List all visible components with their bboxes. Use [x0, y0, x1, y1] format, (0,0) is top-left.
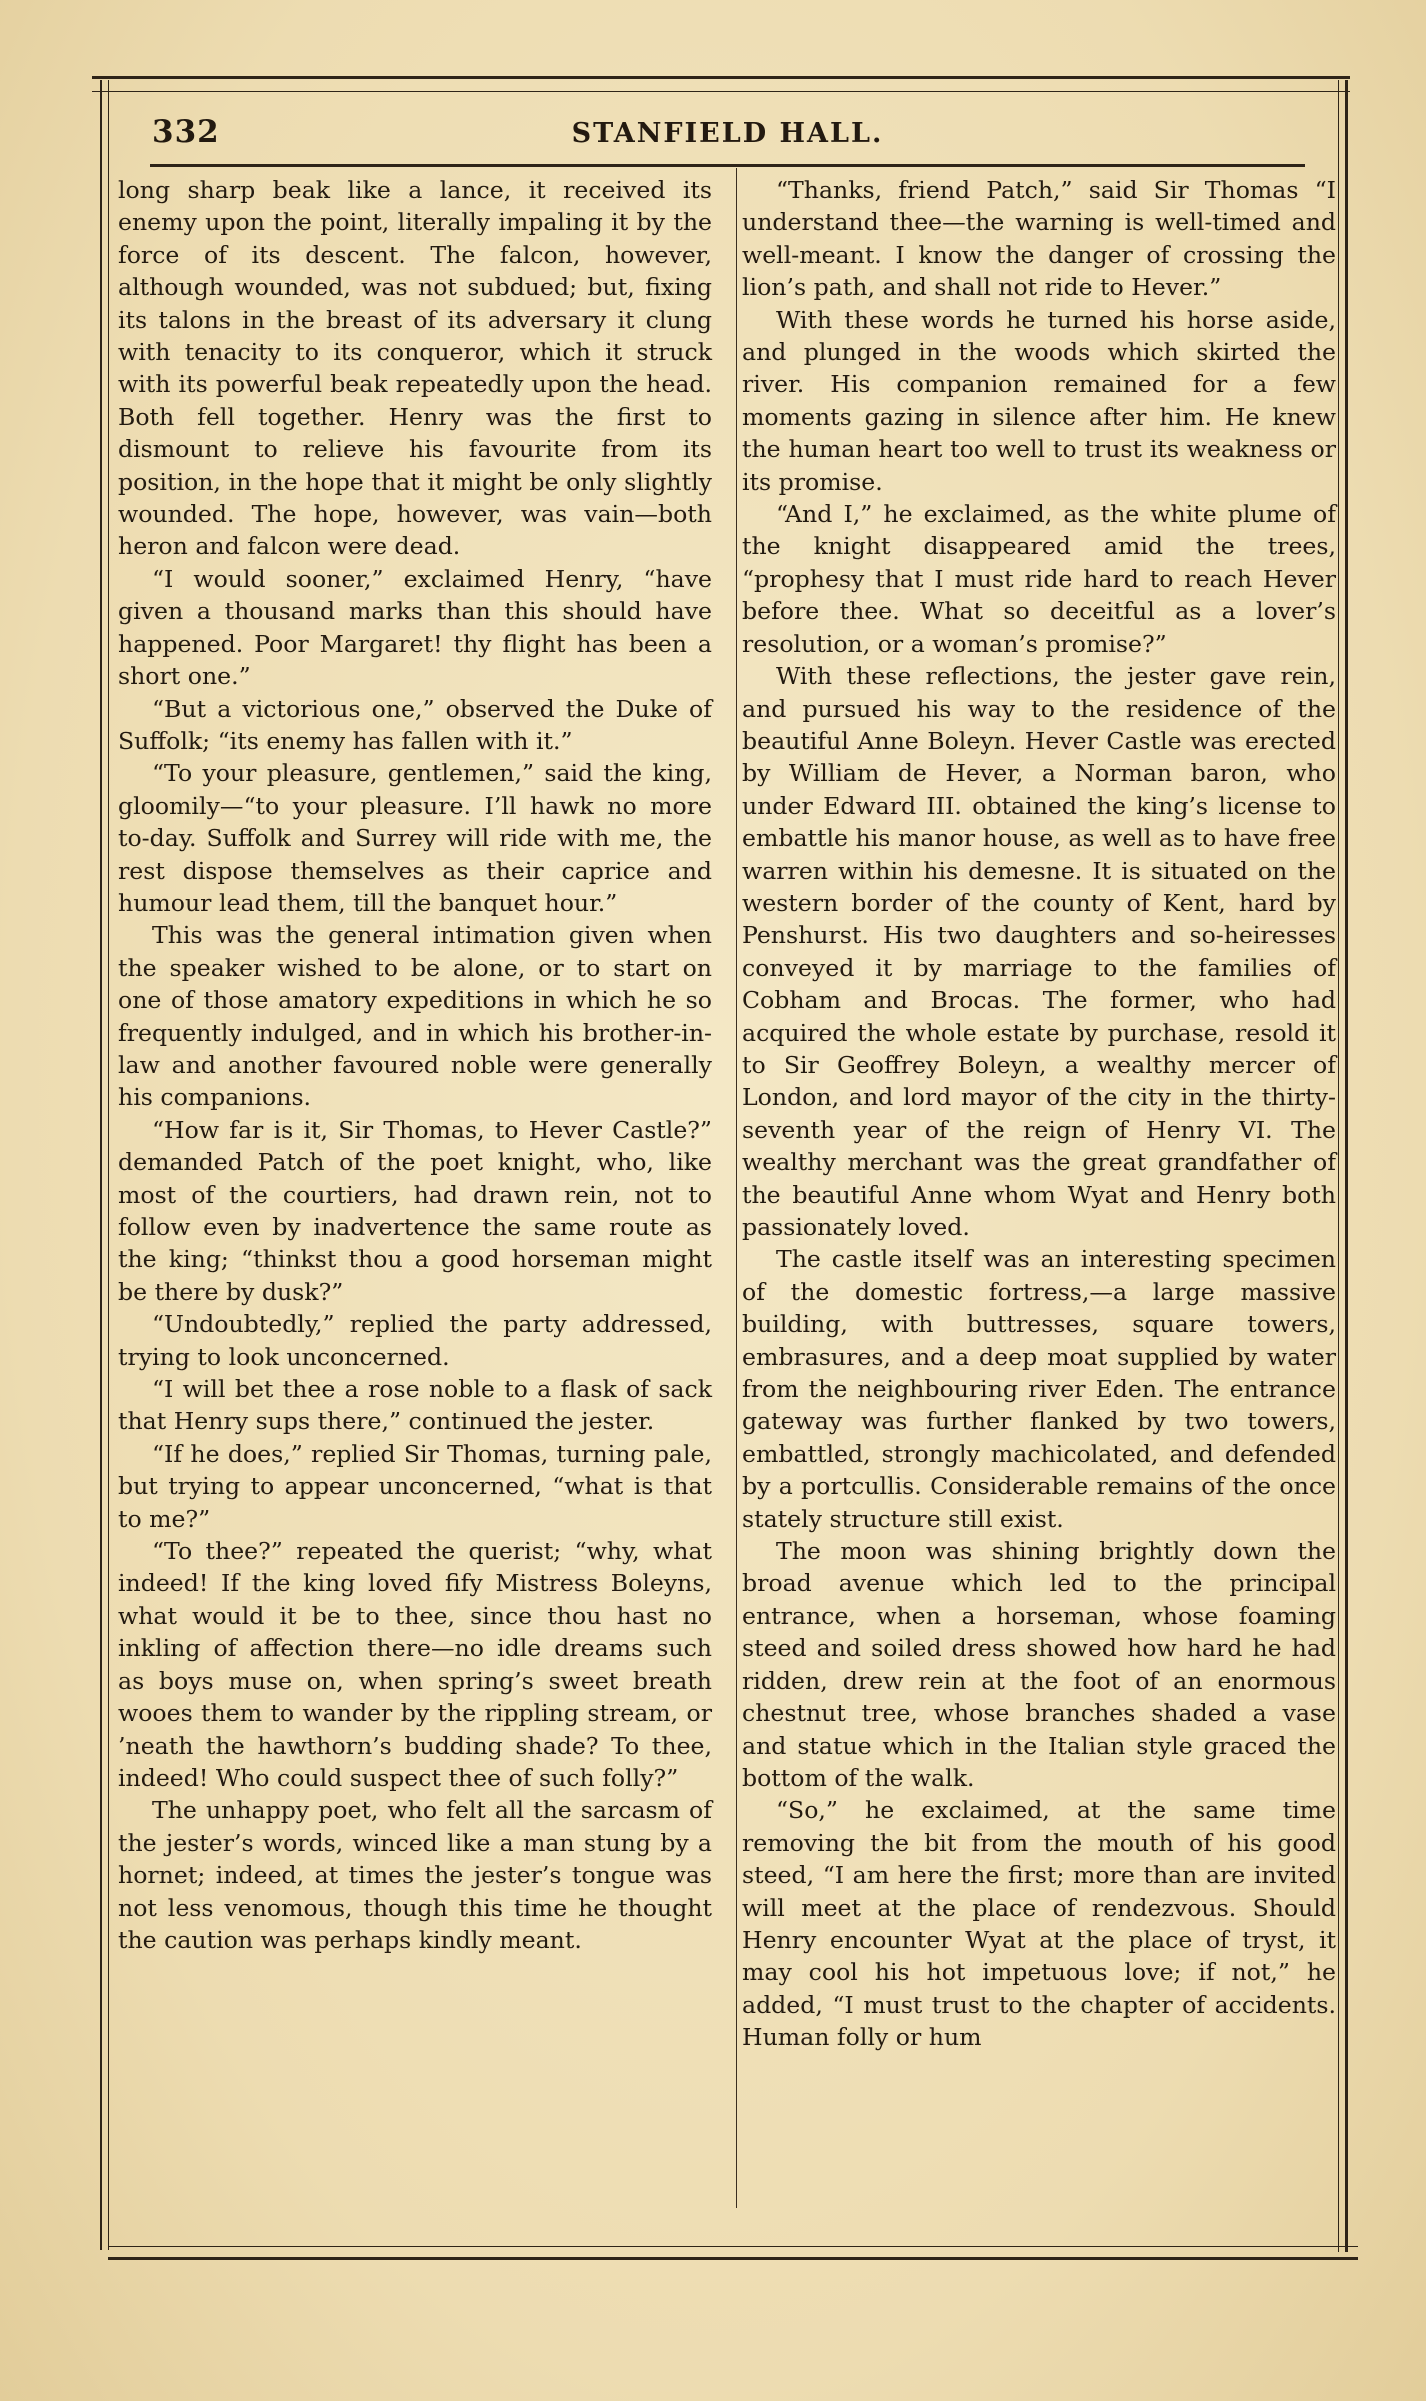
paragraph: The castle itself was an interesting specimen of the domestic fortress,—a large massive building, with buttresses, square towers, embrasures, and a deep moat supplied by water from the neighbouring river Eden. The entrance gateway was further flanked by two towers, embattled, strongly machicolated, and defended by a portcullis. Considerable remains of the once stately structure still exist. — [742, 1245, 1336, 1533]
column-divider — [736, 168, 737, 2208]
bottom-ornamental-rule — [108, 2246, 1358, 2260]
left-column — [118, 174, 712, 1956]
paragraph: “I will bet thee a rose noble to a flask of sack that Henry sups there,” continued the jester. — [118, 1375, 712, 1436]
page-number: 332 — [152, 114, 220, 150]
top-ornamental-rule — [92, 76, 1350, 92]
right-border-rule — [1338, 80, 1348, 2252]
paragraph: “How far is it, Sir Thomas, to Hever Castle?” demanded Patch of the poet knight, who, like most of the courtiers, had drawn rein, not to follow even by inadvertence the same route as the king; “thinkst thou a good horseman might be there by dusk?” — [118, 1115, 712, 1306]
paragraph: The moon was shining brightly down the broad avenue which led to the principal entrance, when a horseman, whose foaming steed and soiled dress showed how hard he had ridden, drew rein at the foot of an enormous chestnut tree, whose branches shaded a vase and statue which in the Italian style graced the bottom of the walk. — [742, 1537, 1336, 1792]
page-header — [150, 114, 1305, 167]
paragraph: “Undoubtedly,” replied the party addressed, trying to look unconcerned. — [118, 1310, 712, 1371]
left-border-rule — [100, 80, 109, 2250]
paragraph: “But a victorious one,” observed the Duke of Suffolk; “its enemy has fallen with it.” — [118, 694, 712, 755]
paragraph: With these reflections, the jester gave rein, and pursued his way to the residence of the beautiful Anne Boleyn. Hever Castle was erected by William de Hever, a Norman baron, who under Edward III. obtained the king’s license to embattle his manor house, as well as to have free warren within his demesne. It is situated on the western border of the county of Kent, hard by Penshurst. His two daughters and so-heiresses conveyed it by marriage to the families of Cobham and Brocas. The former, who had acquired the whole estate by purchase, resold it to Sir Geoffrey Boleyn, a wealthy mercer of London, and lord mayor of the city in the thirty-seventh year of the reign of Henry VI. The wealthy merchant was the great grandfather of the beautiful Anne whom Wyat and Henry both passionately loved. — [742, 662, 1336, 1241]
right-column — [742, 174, 1336, 2054]
paragraph: The unhappy poet, who felt all the sarcasm of the jester’s words, winced like a man stung by a hornet; indeed, at times the jester’s tongue was not less venomous, though this time he thought the caution was perhaps kindly meant. — [118, 1796, 712, 1954]
paragraph: “So,” he exclaimed, at the same time removing the bit from the mouth of his good steed, “I am here the first; more than are invited will meet at the place of rendezvous. Should Henry encounter Wyat at the place of tryst, it may cool his hot impetuous love; if not,” he added, “I must trust to the chapter of accidents. Human folly or hum — [742, 1796, 1336, 2052]
paragraph: “If he does,” replied Sir Thomas, turning pale, but trying to appear unconcerned, “what is that to me?” — [118, 1439, 712, 1533]
paragraph: “To your pleasure, gentlemen,” said the king, gloomily—“to your pleasure. I’ll hawk no more to-day. Suffolk and Surrey will ride with me, the rest dispose themselves as their caprice and humour lead them, till the banquet hour.” — [118, 759, 712, 917]
paragraph: “Thanks, friend Patch,” said Sir Thomas “I understand thee—the warning is well-timed and well-meant. I know the danger of crossing the lion’s path, and shall not ride to Hever.” — [742, 176, 1336, 302]
paragraph: “To thee?” repeated the querist; “why, what indeed! If the king loved fify Mistress Boleyns, what would it be to thee, since thou hast no inkling of affection there—no idle dreams such as boys muse on, when spring’s sweet breath wooes them to wander by the rippling stream, or ’neath the hawthorn’s budding shade? To thee, indeed! Who could suspect thee of such folly?” — [118, 1537, 712, 1792]
running-title: STANFIELD HALL. — [571, 118, 884, 149]
paragraph: With these words he turned his horse aside, and plunged in the woods which skirted the river. His companion remained for a few moments gazing in silence after him. He knew the human heart too well to trust its weakness or its promise. — [742, 305, 1336, 496]
paragraph: “I would sooner,” exclaimed Henry, “have given a thousand marks than this should have happened. Poor Margaret! thy flight has been a short one.” — [118, 564, 712, 691]
paragraph: “And I,” he exclaimed, as the white plume of the knight disappeared amid the trees, “prophesy that I must ride hard to reach Hever before thee. What so deceitful as a lover’s resolution, or a woman’s promise?” — [742, 500, 1336, 658]
paragraph: This was the general intimation given when the speaker wished to be alone, or to start on one of those amatory expeditions in which he so frequently indulged, and in which his brother-in-law and another favoured noble were generally his companions. — [118, 921, 712, 1112]
paragraph: long sharp beak like a lance, it received its enemy upon the point, literally impaling it by the force of its descent. The falcon, however, although wounded, was not subdued; but, fixing its talons in the breast of its adversary it clung with tenacity to its conqueror, which it struck with its powerful beak repeatedly upon the head. Both fell together. Henry was the first to dismount to relieve his favourite from its position, in the hope that it might be only slightly wounded. The hope, however, was vain—both heron and falcon were dead. — [118, 176, 712, 561]
